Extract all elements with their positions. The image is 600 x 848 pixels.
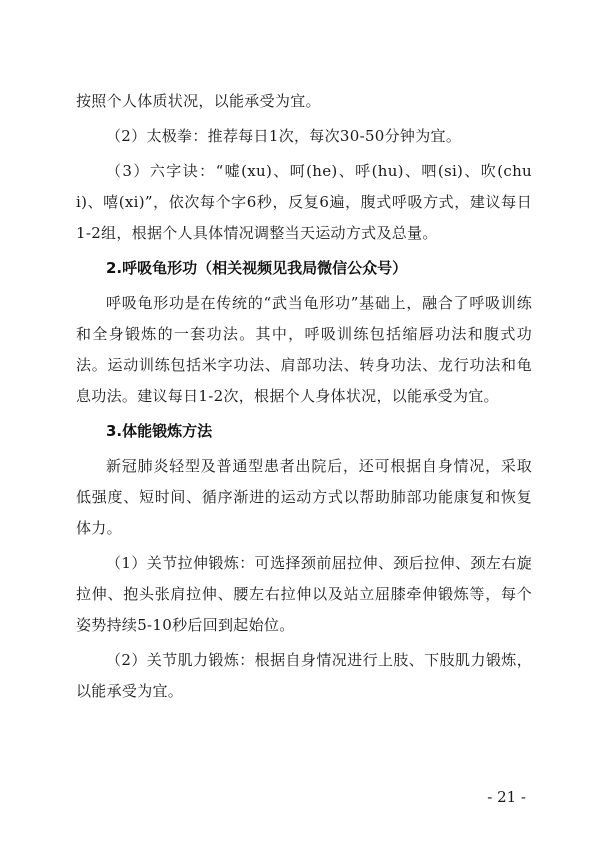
paragraph-taiji: （2）太极拳：推荐每日1次，每次30-50分钟为宜。 bbox=[106, 127, 462, 145]
paragraph-continuation: 按照个人体质状况，以能承受为宜。 bbox=[76, 92, 321, 110]
paragraph-joint-strength: （2）关节肌力锻炼：根据自身情况进行上肢、下肢肌力锻炼，以能承受为宜。 bbox=[76, 651, 532, 700]
paragraph-joint-stretch: （1）关节拉伸锻炼：可选择颈前屈拉伸、颈后拉伸、颈左右旋拉伸、抱头张肩拉伸、腰左右拉伸以及站立屈膝牵伸锻炼等，每个姿势持续5-10秒后回到起始位。 bbox=[76, 554, 532, 634]
paragraph-liuzijue: （3）六字诀：“嘘(xu)、呵(he)、呼(hu)、呬(si)、吹(chui)、嘻(xi)”，依次每个字6秒，反复6遍，腹式呼吸方式，建议每日1-2组，根据个人具体情况调整当天运动方式及总量。 bbox=[76, 162, 532, 242]
page-number: - 21 - bbox=[487, 788, 526, 806]
section-heading-fitness: 3.体能锻炼方法 bbox=[106, 422, 213, 440]
paragraph-fitness-intro: 新冠肺炎轻型及普通型患者出院后，还可根据自身情况，采取低强度、短时间、循序渐进的运动方式以帮助肺部功能康复和恢复体力。 bbox=[76, 457, 532, 537]
document-body bbox=[76, 86, 532, 707]
paragraph-breathing-turtle: 呼吸龟形功是在传统的“武当龟形功”基础上，融合了呼吸训练和全身锻炼的一套功法。其中，呼吸训练包括缩唇功法和腹式功法。运动训练包括米字功法、肩部功法、转身功法、龙行功法和龟息功法。建议每日1-2次，根据个人身体状况，以能承受为宜。 bbox=[76, 294, 532, 405]
section-heading-breathing-turtle: 2.呼吸龟形功（相关视频见我局微信公众号） bbox=[106, 259, 408, 277]
